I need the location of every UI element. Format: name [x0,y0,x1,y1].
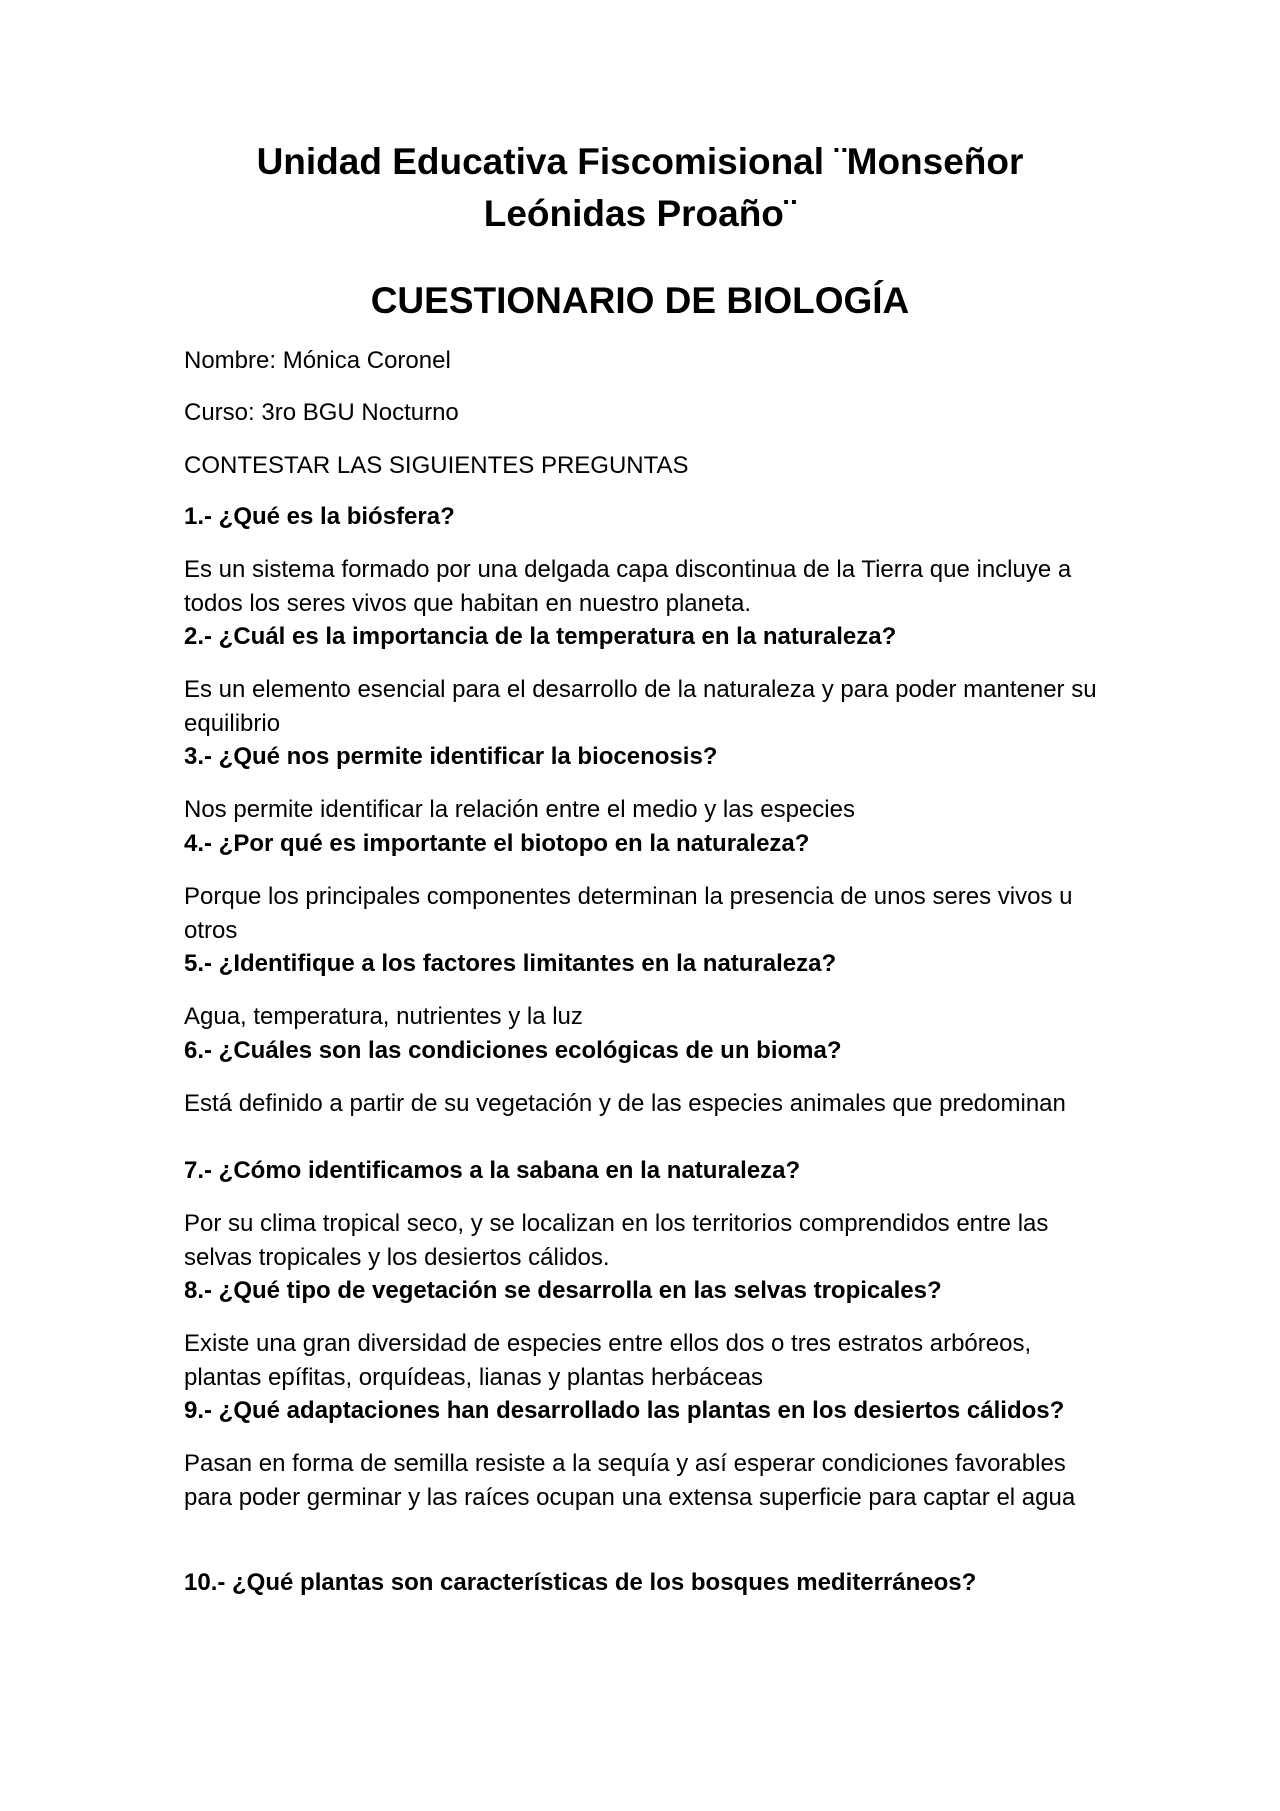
student-name: Nombre: Mónica Coronel [184,347,451,374]
answer-9: Pasan en forma de semilla resiste a la sequía y así esperar condiciones favorables para poder germinar y las raíces ocupan una extensa superficie para captar el agua [184,1450,1076,1511]
answer-1: Es un sistema formado por una delgada capa discontinua de la Tierra que incluye a todos los seres vivos que habitan en nuestro planeta. [184,556,1072,617]
question-3: 3.- ¿Qué nos permite identificar la biocenosis? [184,743,718,770]
question-10: 10.- ¿Qué plantas son características de los bosques mediterráneos? [184,1569,977,1596]
question-4: 4.- ¿Por qué es importante el biotopo en la naturaleza? [184,830,810,857]
question-9: 9.- ¿Qué adaptaciones han desarrollado las plantas en los desiertos cálidos? [184,1397,1065,1424]
answer-3: Nos permite identificar la relación entre el medio y las especies [184,796,855,823]
answer-2: Es un elemento esencial para el desarrollo de la naturaleza y para poder mantener su equilibrio [184,676,1097,737]
question-6: 6.- ¿Cuáles son las condiciones ecológicas de un bioma? [184,1037,842,1064]
school-title-line-2: Leónidas Proaño¨ [483,193,797,234]
answer-8: Existe una gran diversidad de especies entre ellos dos o tres estratos arbóreos, plantas epífitas, orquídeas, lianas y plantas herbáceas [184,1330,1032,1391]
school-title-line-1: Unidad Educativa Fiscomisional ¨Monseñor [256,141,1024,182]
question-2: 2.- ¿Cuál es la importancia de la temperatura en la naturaleza? [184,623,897,650]
subject-title: CUESTIONARIO DE BIOLOGÍA [370,280,910,321]
question-5: 5.- ¿Identifique a los factores limitantes en la naturaleza? [184,950,837,977]
instruction: CONTESTAR LAS SIGUIENTES PREGUNTAS [184,452,689,479]
student-course: Curso: 3ro BGU Nocturno [184,399,459,426]
answer-6: Está definido a partir de su vegetación y de las especies animales que predominan [184,1090,1066,1117]
question-8: 8.- ¿Qué tipo de vegetación se desarrolla en las selvas tropicales? [184,1277,942,1304]
question-1: 1.- ¿Qué es la biósfera? [184,503,455,530]
answer-5: Agua, temperatura, nutrientes y la luz [184,1003,583,1030]
answer-4: Porque los principales componentes determinan la presencia de unos seres vivos u otros [184,883,1073,944]
answer-7: Por su clima tropical seco, y se localizan en los territorios comprendidos entre las selvas tropicales y los desiertos cálidos. [184,1210,1049,1271]
question-7: 7.- ¿Cómo identificamos a la sabana en la naturaleza? [184,1157,801,1184]
